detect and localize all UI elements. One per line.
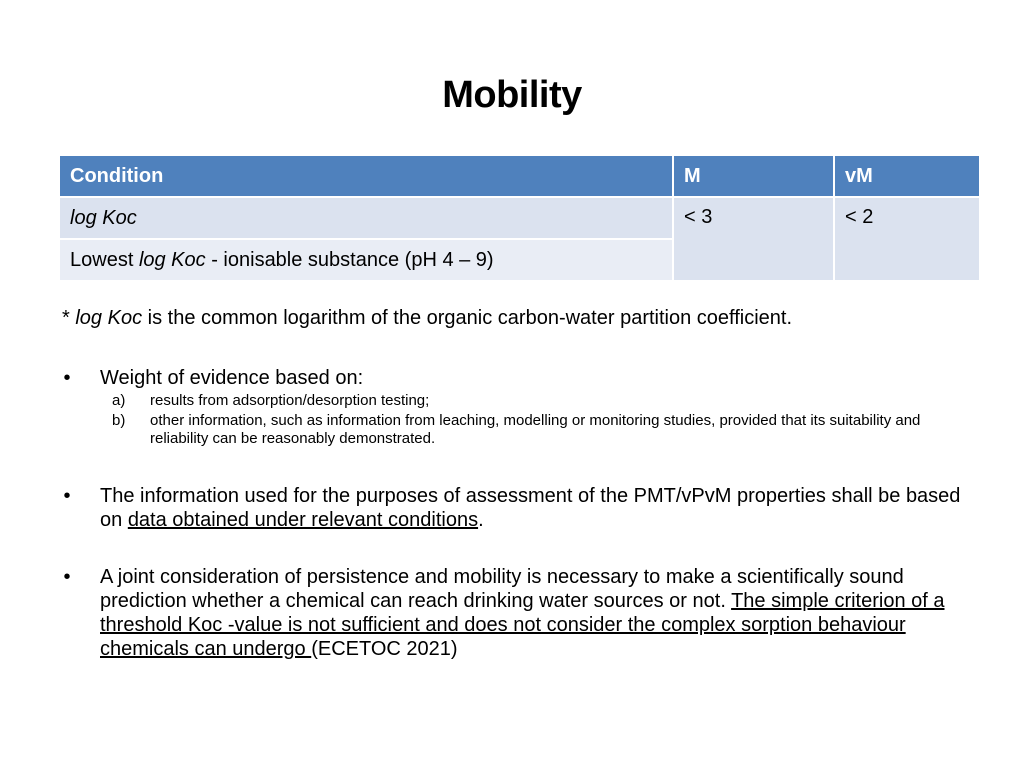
bullet-marker: • bbox=[63, 367, 71, 389]
mobility-criteria-table bbox=[60, 156, 981, 280]
vm-threshold-cell: < 2 bbox=[834, 197, 980, 280]
bullet-item bbox=[60, 565, 965, 661]
sub-item-text: other information, such as information from leaching, modelling or monitoring studies, provided that its suitability and reliability can be reasonably demonstrated. bbox=[150, 412, 921, 447]
bullet-item bbox=[60, 366, 965, 390]
bullet-marker: • bbox=[63, 566, 71, 588]
footnote-star: * bbox=[62, 307, 70, 329]
bullet-item bbox=[60, 484, 965, 532]
bullet-text: Weight of evidence based on: bbox=[100, 367, 364, 389]
table-row bbox=[60, 197, 980, 239]
sub-item-label: b) bbox=[112, 412, 126, 429]
header-m: M bbox=[673, 156, 834, 197]
bullet-text: The information used for the purposes of assessment of the PMT/vPvM properties shall be based on bbox=[100, 485, 961, 531]
m-threshold-cell: < 3 bbox=[673, 197, 834, 280]
page-title: Mobility bbox=[442, 74, 582, 116]
sub-item bbox=[60, 392, 965, 410]
sub-item-text: results from adsorption/desorption testing; bbox=[150, 392, 430, 409]
table-header-row bbox=[60, 156, 980, 197]
footnote-text: is the common logarithm of the organic carbon-water partition coefficient. bbox=[142, 307, 793, 329]
sub-item bbox=[60, 412, 965, 448]
condition-italic: log Koc bbox=[138, 248, 206, 271]
bullet-text-after: . bbox=[478, 509, 484, 531]
bullet-text: A joint consideration of persistence and mobility is necessary to make a scientifically sound prediction whether a chemical can reach drinking water sources or not. bbox=[100, 566, 904, 612]
condition-suffix: - ionisable substance (pH 4 – 9) bbox=[205, 248, 494, 271]
header-vm: vM bbox=[834, 156, 980, 197]
bullet-marker: • bbox=[63, 485, 71, 507]
footnote-italic: log Koc bbox=[75, 307, 143, 329]
condition-italic: log Koc bbox=[70, 206, 137, 229]
bullet-text-after: (ECETOC 2021) bbox=[311, 638, 458, 660]
condition-cell-log-koc bbox=[60, 197, 673, 239]
condition-cell-lowest-log-koc bbox=[60, 239, 673, 280]
bullet-underlined-text: The simple criterion of a threshold Koc -value is not sufficient and does not consider the complex sorption behaviour chemicals can undergo bbox=[100, 590, 945, 660]
sub-item-label: a) bbox=[112, 392, 126, 409]
bullet-underlined-text: data obtained under relevant conditions bbox=[127, 509, 479, 531]
footnote bbox=[62, 307, 792, 330]
bullet-list bbox=[60, 366, 965, 661]
header-condition: Condition bbox=[60, 156, 673, 197]
condition-prefix: Lowest bbox=[70, 248, 139, 271]
